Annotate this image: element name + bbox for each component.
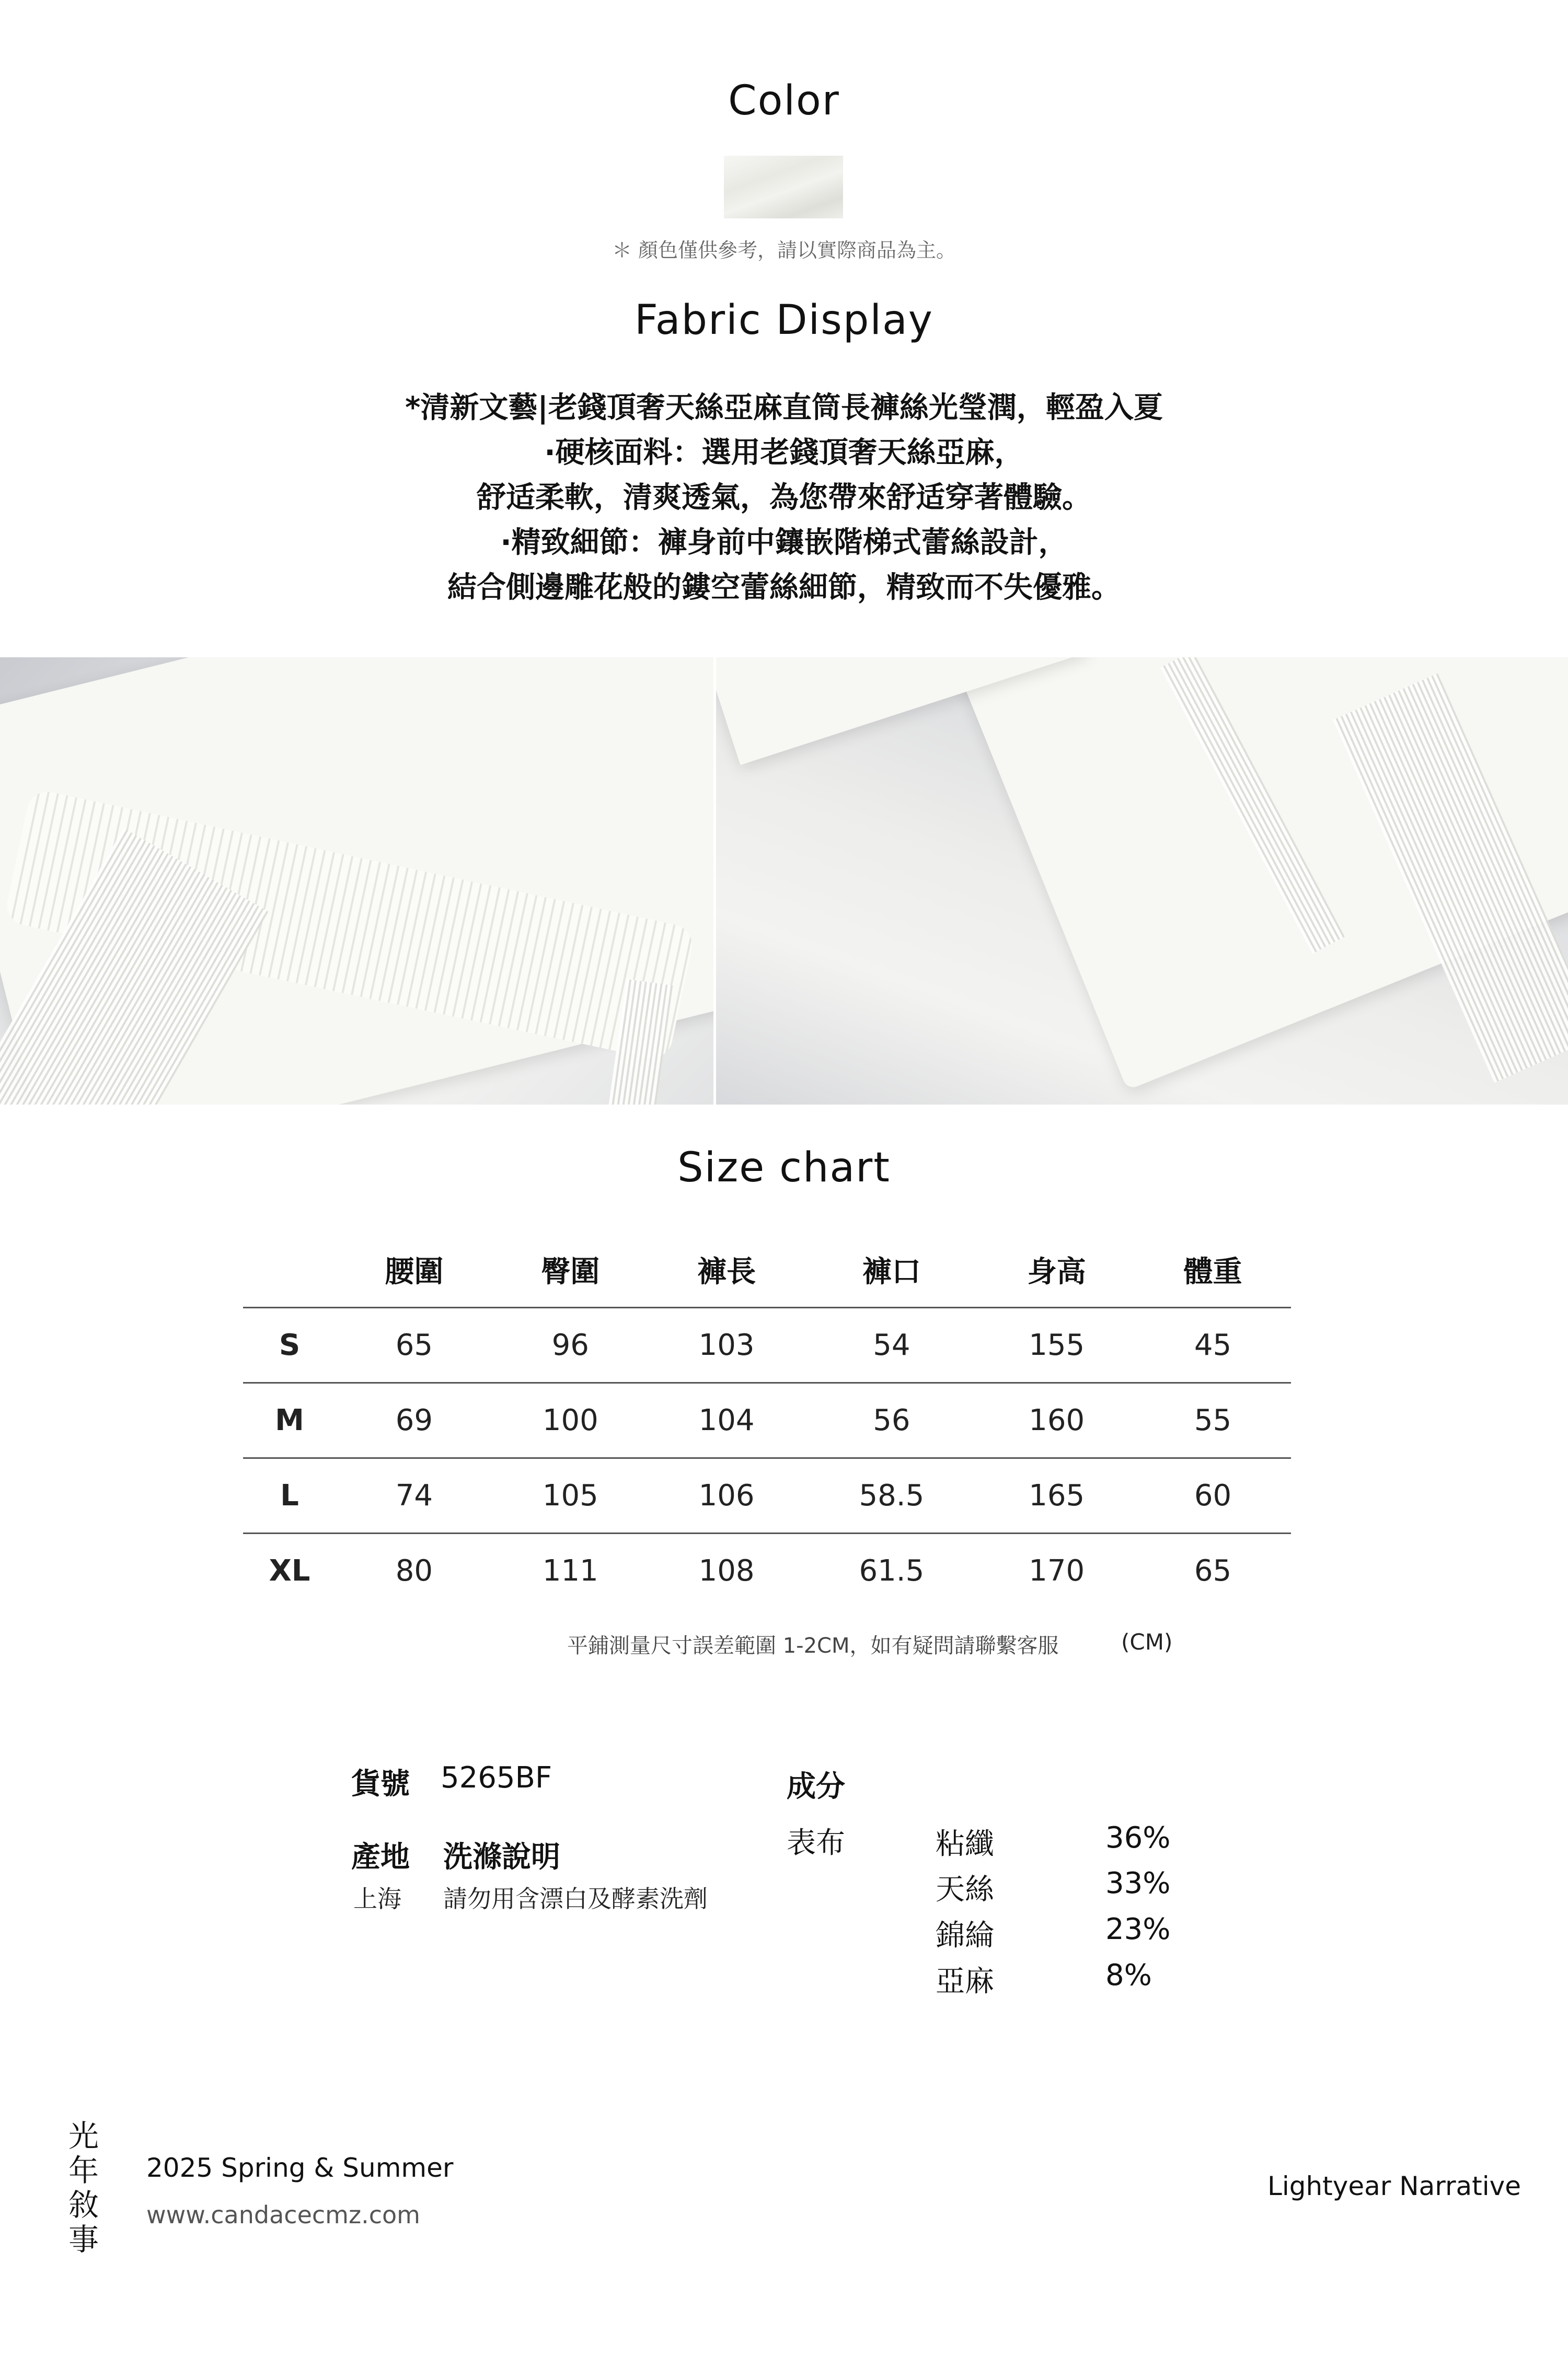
table-cell: 155 [978,1307,1135,1383]
header-weight: 體重 [1183,1255,1242,1290]
size-label: S [243,1307,336,1383]
material-pct: 8% [1105,1958,1152,1992]
table-cell: 104 [649,1383,805,1458]
table-cell: 60 [1135,1458,1291,1533]
table-cell: 165 [978,1458,1135,1533]
table-cell: 56 [805,1383,979,1458]
table-cell: 160 [978,1383,1135,1458]
material-pct: 23% [1105,1912,1171,1946]
header-hem: 褲口 [862,1255,921,1290]
material-name: 錦綸 [936,1919,994,1953]
material-name: 粘纖 [936,1827,994,1861]
table-cell: 65 [336,1307,492,1383]
header-hip: 臀圍 [541,1255,600,1290]
fabric-line: 舒适柔軟，清爽透氣，為您帶來舒适穿著體驗。 [477,481,1091,515]
table-cell: 105 [492,1458,649,1533]
origin-value: 上海 [353,1885,401,1913]
brand-char: 年 [68,2153,99,2188]
table-cell: 111 [492,1533,649,1608]
size-chart-unit: (CM) [1121,1629,1173,1655]
table-cell: 58.5 [805,1458,979,1533]
table-cell: 69 [336,1383,492,1458]
wash-value: 請勿用含漂白及酵素洗劑 [443,1885,708,1913]
size-chart-title: Size chart [677,1144,891,1191]
table-cell: 80 [336,1533,492,1608]
fabric-title: Fabric Display [635,297,933,344]
table-cell: 61.5 [805,1533,979,1608]
composition-label: 成分 [787,1770,845,1804]
fabric-line: *清新文藝|老錢頂奢天絲亞麻直筒長褲絲光瑩潤，輕盈入夏 [405,391,1163,425]
table-cell: 96 [492,1307,649,1383]
item-no-label: 貨號 [351,1767,410,1801]
material-name: 亞麻 [936,1965,994,1999]
table-cell: 74 [336,1458,492,1533]
table-cell: 65 [1135,1533,1291,1608]
fabric-photo-lace-leg [716,657,1568,1105]
table-cell: 45 [1135,1307,1291,1383]
material-name: 天絲 [936,1873,994,1907]
fabric-description [0,386,1568,610]
brand-name-en: Lightyear Narrative [1267,2171,1521,2201]
website-link[interactable]: www.candacecmz.com [146,2201,420,2229]
header-waist: 腰圍 [385,1255,444,1290]
brand-char: 事 [68,2222,99,2257]
table-cell: 54 [805,1307,979,1383]
color-swatch-white [724,156,843,218]
size-label: M [243,1383,336,1458]
brand-vertical-logo [65,2119,102,2257]
table-cell: 106 [649,1458,805,1533]
table-cell: 170 [978,1533,1135,1608]
header-length: 褲長 [697,1255,756,1290]
size-table-header [243,1233,1291,1307]
header-height: 身高 [1027,1255,1086,1290]
table-cell: 108 [649,1533,805,1608]
table-row [243,1533,1291,1608]
origin-label: 產地 [351,1840,410,1874]
table-cell: 100 [492,1383,649,1458]
material-pct: 33% [1105,1866,1171,1900]
outer-fabric-label: 表布 [787,1826,845,1860]
item-no-value: 5265BF [441,1761,552,1795]
table-row [243,1383,1291,1458]
size-label: L [243,1458,336,1533]
fabric-line: 結合側邊雕花般的鏤空蕾絲細節，精致而不失優雅。 [447,571,1121,605]
brand-char: 光 [68,2118,99,2154]
table-row [243,1458,1291,1533]
color-note: ＊ 顏色僅供參考，請以實際商品為主。 [612,239,956,262]
size-chart-note: 平鋪測量尺寸誤差範圍 1-2CM，如有疑問請聯繫客服 [567,1634,1059,1658]
size-label: XL [243,1533,336,1608]
size-table [243,1233,1291,1608]
color-title: Color [728,77,840,124]
wash-label: 洗滌說明 [443,1840,560,1874]
table-cell: 55 [1135,1383,1291,1458]
brand-char: 敘 [68,2187,99,2223]
table-row [243,1307,1291,1383]
fabric-line: ·精致細節：褲身前中鑲嵌階梯式蕾絲設計， [500,526,1068,560]
fabric-photo-waistband [0,657,713,1105]
fabric-line: ·硬核面料：選用老錢頂奢天絲亞麻， [544,436,1024,470]
table-cell: 103 [649,1307,805,1383]
season-label: 2025 Spring & Summer [146,2153,454,2183]
material-pct: 36% [1105,1821,1171,1855]
